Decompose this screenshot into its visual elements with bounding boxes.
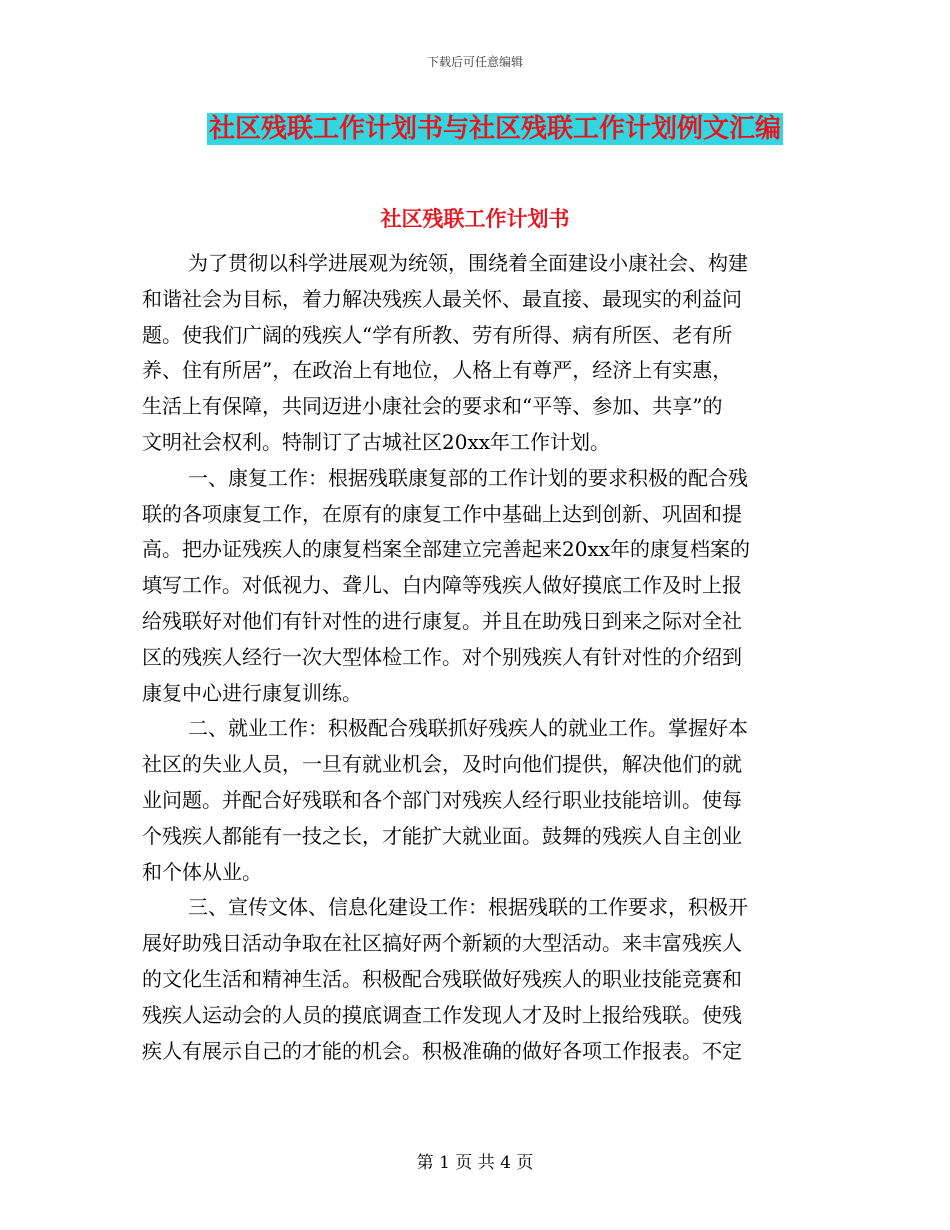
paragraph-line: 为了贯彻以科学进展观为统领，围绕着全面建设小康社会、构建 [188, 251, 748, 275]
paragraph-line: 三、宣传文体、信息化建设工作：根据残联的工作要求，积极开 [188, 895, 748, 920]
paragraph-line: 个残疾人都能有一技之长，才能扩大就业面。鼓舞的残疾人自主创业 [142, 823, 742, 848]
paragraph-line: 区的残疾人经行一次大型体检工作。对个别残疾人有针对性的介绍到 [142, 644, 742, 669]
section-title: 社区残联工作计划书 [380, 207, 570, 231]
paragraph-line: 疾人有展示自己的才能的机会。积极准确的做好各项工作报表。不定 [142, 1038, 742, 1063]
paragraph-line: 给残联好对他们有针对性的进行康复。并且在助残日到来之际对全社 [142, 608, 742, 633]
paragraph-line: 一、康复工作：根据残联康复部的工作计划的要求积极的配合残 [188, 465, 748, 490]
paragraph-line: 填写工作。对低视力、聋儿、白内障等残疾人做好摸底工作及时上报 [142, 573, 742, 598]
paragraph-line: 和个体从业。 [142, 859, 262, 884]
paragraph-line: 残疾人运动会的人员的摸底调查工作发现人才及时上报给残联。使残 [142, 1002, 742, 1027]
paragraph-line: 文明社会权利。特制订了古城社区20xx年工作计划。 [142, 429, 611, 454]
paragraph-line: 养、住有所居”，在政治上有地位，人格上有尊严，经济上有实惠， [142, 358, 733, 383]
body-text [142, 246, 802, 1069]
paragraph-line: 的文化生活和精神生活。积极配合残联做好残疾人的职业技能竞赛和 [142, 966, 742, 991]
paragraph-line: 二、就业工作：积极配合残联抓好残疾人的就业工作。掌握好本 [188, 716, 748, 741]
paragraph-line: 社区的失业人员，一旦有就业机会，及时向他们提供，解决他们的就 [142, 752, 742, 777]
paragraph-line: 康复中心进行康复训练。 [142, 680, 362, 705]
paragraph-line: 题。使我们广阔的残疾人“学有所教、劳有所得、病有所医、老有所 [142, 322, 733, 347]
page-number-footer: 第 1 页 共 4 页 [416, 1153, 534, 1173]
paragraph-line: 生活上有保障，共同迈进小康社会的要求和“平等、参加、共享”的 [142, 394, 723, 419]
paragraph-line: 和谐社会为目标，着力解决残疾人最关怀、最直接、最现实的利益问 [142, 286, 742, 311]
header-note: 下载后可任意编辑 [426, 55, 523, 69]
paragraph-line: 联的各项康复工作，在原有的康复工作中基础上达到创新、巩固和提 [142, 501, 742, 526]
paragraph-line: 高。把办证残疾人的康复档案全部建立完善起来20xx年的康复档案的 [142, 537, 751, 562]
document-title: 社区残联工作计划书与社区残联工作计划例文汇编 [209, 114, 782, 144]
paragraph-line: 展好助残日活动争取在社区搞好两个新颖的大型活动。来丰富残疾人 [142, 931, 742, 956]
paragraph-line: 业问题。并配合好残联和各个部门对残疾人经行职业技能培训。使每 [142, 787, 742, 812]
